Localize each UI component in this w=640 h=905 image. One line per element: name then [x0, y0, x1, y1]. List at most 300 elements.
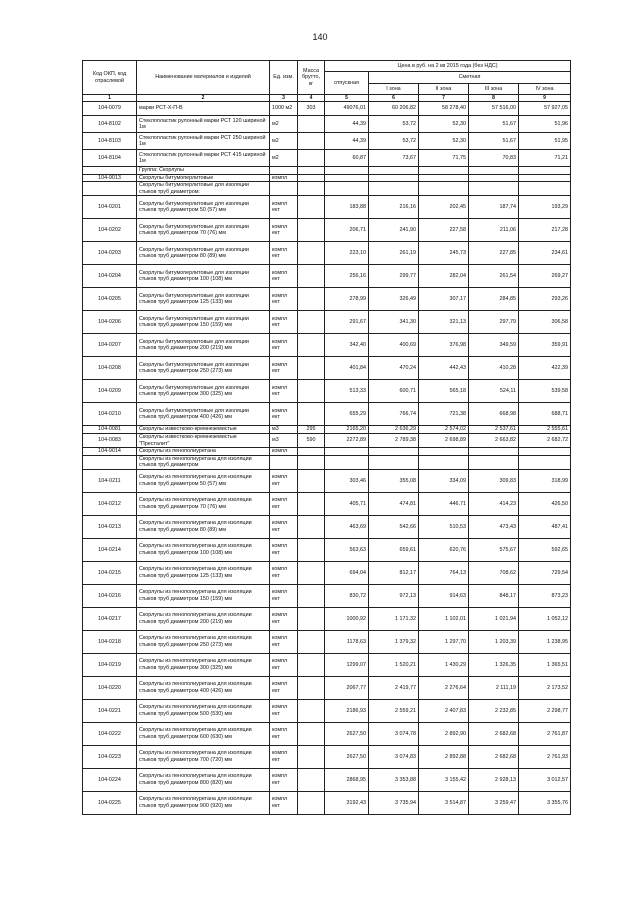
price-zone-1: 542,66 — [369, 516, 419, 539]
item-code: 104-8104 — [83, 150, 137, 167]
item-name: Скорлупы битумоперлитовые для изоляции стыков труб диаметром 70 (76) мм — [137, 219, 270, 242]
item-code: 104-0083 — [83, 434, 137, 448]
item-unit: компл ект — [270, 700, 298, 723]
price-zone-1: 2 636,29 — [369, 426, 419, 434]
price-zone-3: 57 516,00 — [469, 102, 519, 116]
table-row — [83, 426, 571, 434]
item-mass — [298, 150, 325, 167]
item-code: 104-0213 — [83, 516, 137, 539]
col-index: 3 — [270, 95, 298, 102]
item-unit: компл ект — [270, 470, 298, 493]
price-zone-3 — [469, 455, 519, 469]
price-zone-3: 2 682,68 — [469, 746, 519, 769]
price-zone-2: 2 574,02 — [419, 426, 469, 434]
table-row — [83, 196, 571, 219]
price-zone-2: 3 514,87 — [419, 792, 469, 815]
price-zone-1: 812,17 — [369, 562, 419, 585]
price-release: 303,46 — [325, 470, 369, 493]
col-index: 6 — [369, 95, 419, 102]
price-zone-4: 293,26 — [519, 288, 571, 311]
col-index: 4 — [298, 95, 325, 102]
price-release: 2627,50 — [325, 746, 369, 769]
price-zone-1: 766,74 — [369, 403, 419, 426]
table-row — [83, 311, 571, 334]
col-index: 9 — [519, 95, 571, 102]
item-mass — [298, 654, 325, 677]
item-mass — [298, 311, 325, 334]
price-zone-3: 2 111,19 — [469, 677, 519, 700]
price-zone-4: 2 555,61 — [519, 426, 571, 434]
item-mass — [298, 116, 325, 133]
price-zone-2: 52,30 — [419, 133, 469, 150]
item-name: Скорлупы известково-кремнеземистые "Престалит" — [137, 434, 270, 448]
item-mass — [298, 608, 325, 631]
table-row — [83, 769, 571, 792]
item-name: Скорлупы битумоперлитовые для изоляции стыков труб диаметром 150 (159) мм — [137, 311, 270, 334]
item-code: 104-0201 — [83, 196, 137, 219]
table-row — [83, 357, 571, 380]
price-zone-2: 620,76 — [419, 539, 469, 562]
item-code — [83, 167, 137, 175]
price-zone-1: 216,16 — [369, 196, 419, 219]
price-zone-2: 307,17 — [419, 288, 469, 311]
item-mass — [298, 167, 325, 175]
item-name: Скорлупы битумоперлитовые для изоляции стыков труб диаметром 100 (108) мм — [137, 265, 270, 288]
item-unit: компл ект — [270, 654, 298, 677]
price-release — [325, 455, 369, 469]
price-release: 223,10 — [325, 242, 369, 265]
price-zone-3: 524,11 — [469, 380, 519, 403]
price-zone-2: 510,53 — [419, 516, 469, 539]
price-zone-2: 202,45 — [419, 196, 469, 219]
price-release: 2067,77 — [325, 677, 369, 700]
item-name: Скорлупы из пенополиуретана для изоляции стыков труб диаметром 150 (159) мм — [137, 585, 270, 608]
item-mass — [298, 265, 325, 288]
price-zone-1 — [369, 182, 419, 196]
price-zone-3 — [469, 182, 519, 196]
price-release: 2868,95 — [325, 769, 369, 792]
table-row — [83, 288, 571, 311]
col-index: 5 — [325, 95, 369, 102]
price-zone-2: 376,98 — [419, 334, 469, 357]
page-number: 140 — [312, 32, 328, 42]
price-zone-2 — [419, 455, 469, 469]
price-zone-4: 306,58 — [519, 311, 571, 334]
price-zone-1: 341,30 — [369, 311, 419, 334]
price-release: 44,39 — [325, 133, 369, 150]
table-row — [83, 493, 571, 516]
item-unit: компл ект — [270, 562, 298, 585]
price-zone-3: 410,28 — [469, 357, 519, 380]
item-code: 104-0221 — [83, 700, 137, 723]
item-code: 104-0217 — [83, 608, 137, 631]
item-code: 104-0220 — [83, 677, 137, 700]
price-zone-4: 51,96 — [519, 116, 571, 133]
price-zone-4: 3 012,57 — [519, 769, 571, 792]
header-release: отпускная — [325, 72, 369, 95]
item-unit: компл ект — [270, 539, 298, 562]
price-zone-4: 2 761,93 — [519, 746, 571, 769]
price-zone-1: 299,77 — [369, 265, 419, 288]
item-code: 104-0224 — [83, 769, 137, 792]
price-release: 206,71 — [325, 219, 369, 242]
item-code: 104-0211 — [83, 470, 137, 493]
price-release: 830,72 — [325, 585, 369, 608]
item-code: 104-0203 — [83, 242, 137, 265]
price-zone-3: 227,85 — [469, 242, 519, 265]
price-release: 60,87 — [325, 150, 369, 167]
price-zone-1: 474,81 — [369, 493, 419, 516]
item-mass — [298, 182, 325, 196]
item-mass — [298, 769, 325, 792]
price-zone-2: 2 698,89 — [419, 434, 469, 448]
item-mass — [298, 448, 325, 456]
price-zone-2: 58 278,40 — [419, 102, 469, 116]
header-prices: Цена в руб. на 2 кв 2015 года (без НДС) — [325, 61, 571, 72]
item-code — [83, 455, 137, 469]
header-estimate: Сметная — [369, 72, 571, 84]
item-name: Скорлупы битумоперлитовые для изоляции стыков труб диаметром 400 (426) мм — [137, 403, 270, 426]
item-mass — [298, 493, 325, 516]
price-zone-3: 708,62 — [469, 562, 519, 585]
table-row — [83, 631, 571, 654]
price-zone-2: 2 276,64 — [419, 677, 469, 700]
price-release: 49076,01 — [325, 102, 369, 116]
price-zone-4 — [519, 182, 571, 196]
item-name: Скорлупы из пенополиуретана для изоляции стыков труб диаметром 100 (108) мм — [137, 539, 270, 562]
item-code: 104-9013 — [83, 174, 137, 182]
price-zone-1: 326,49 — [369, 288, 419, 311]
price-zone-2: 245,73 — [419, 242, 469, 265]
header-unit: Ед. изм. — [270, 61, 298, 95]
price-zone-2: 914,63 — [419, 585, 469, 608]
item-unit: компл ект — [270, 723, 298, 746]
item-name: Скорлупы битумоперлитовые — [137, 174, 270, 182]
column-index-row — [83, 95, 571, 102]
price-zone-4 — [519, 167, 571, 175]
price-zone-2 — [419, 167, 469, 175]
item-code: 104-0219 — [83, 654, 137, 677]
price-zone-3: 211,06 — [469, 219, 519, 242]
price-zone-4: 487,41 — [519, 516, 571, 539]
col-index: 1 — [83, 95, 137, 102]
table-row — [83, 539, 571, 562]
price-zone-4: 1 238,95 — [519, 631, 571, 654]
item-code: 104-8103 — [83, 133, 137, 150]
table-row — [83, 516, 571, 539]
table-row — [83, 448, 571, 456]
item-name: Скорлупы битумоперлитовые для изоляции стыков труб диаметром 300 (325) мм — [137, 380, 270, 403]
price-zone-4: 592,65 — [519, 539, 571, 562]
item-name: Скорлупы из пенополиуретана для изоляции стыков труб диаметром 900 (920) мм — [137, 792, 270, 815]
item-code: 104-0225 — [83, 792, 137, 815]
price-zone-4: 51,95 — [519, 133, 571, 150]
table-row — [83, 116, 571, 133]
header-zone-2: II зона — [419, 84, 469, 95]
table-row — [83, 792, 571, 815]
price-zone-3: 51,67 — [469, 133, 519, 150]
price-zone-3: 284,85 — [469, 288, 519, 311]
price-release — [325, 448, 369, 456]
item-mass — [298, 288, 325, 311]
table-row — [83, 334, 571, 357]
price-zone-3: 187,74 — [469, 196, 519, 219]
item-name: Скорлупы из пенополиуретана для изоляции стыков труб диаметром 50 (57) мм — [137, 470, 270, 493]
item-code: 104-0214 — [83, 539, 137, 562]
item-name: Скорлупы битумоперлитовые для изоляции стыков труб диаметром 200 (219) мм — [137, 334, 270, 357]
item-unit: компл ект — [270, 631, 298, 654]
item-unit: компл ект — [270, 516, 298, 539]
price-table — [82, 60, 571, 815]
price-release: 291,67 — [325, 311, 369, 334]
price-zone-3: 2 537,61 — [469, 426, 519, 434]
price-zone-4: 193,29 — [519, 196, 571, 219]
item-code: 104-0223 — [83, 746, 137, 769]
item-unit: компл ект — [270, 677, 298, 700]
item-mass — [298, 792, 325, 815]
item-name: Скорлупы битумоперлитовые для изоляции стыков труб диаметром: — [137, 182, 270, 196]
price-zone-1: 53,72 — [369, 116, 419, 133]
price-release — [325, 182, 369, 196]
table-row — [83, 182, 571, 196]
item-code: 104-0210 — [83, 403, 137, 426]
item-code: 104-0209 — [83, 380, 137, 403]
price-zone-2: 2 892,88 — [419, 746, 469, 769]
table-body — [83, 102, 571, 815]
price-zone-4: 426,50 — [519, 493, 571, 516]
price-zone-1: 2 789,38 — [369, 434, 419, 448]
item-unit: компл — [270, 448, 298, 456]
item-code: 104-0205 — [83, 288, 137, 311]
item-code: 104-0207 — [83, 334, 137, 357]
item-unit: м3 — [270, 426, 298, 434]
price-zone-1 — [369, 174, 419, 182]
item-mass — [298, 539, 325, 562]
price-release: 405,71 — [325, 493, 369, 516]
table-row — [83, 219, 571, 242]
price-zone-3: 2 928,13 — [469, 769, 519, 792]
price-zone-1: 355,08 — [369, 470, 419, 493]
price-zone-2: 442,43 — [419, 357, 469, 380]
header-zone-4: IV зона — [519, 84, 571, 95]
price-release: 2165,20 — [325, 426, 369, 434]
item-name: Скорлупы из пенополиуретана для изоляции стыков труб диаметром 70 (76) мм — [137, 493, 270, 516]
price-release: 2272,89 — [325, 434, 369, 448]
item-name: Скорлупы из пенополиуретана для изоляции стыков труб диаметром 400 (426) мм — [137, 677, 270, 700]
item-mass — [298, 133, 325, 150]
price-release: 401,84 — [325, 357, 369, 380]
group-row — [83, 167, 571, 175]
price-zone-1: 53,72 — [369, 133, 419, 150]
price-release: 183,88 — [325, 196, 369, 219]
price-zone-2: 2 407,83 — [419, 700, 469, 723]
item-unit: компл ект — [270, 219, 298, 242]
item-unit — [270, 167, 298, 175]
price-zone-1: 241,90 — [369, 219, 419, 242]
table-row — [83, 723, 571, 746]
price-zone-4: 2 173,52 — [519, 677, 571, 700]
item-name: Скорлупы битумоперлитовые для изоляции стыков труб диаметром 125 (133) мм — [137, 288, 270, 311]
col-index: 7 — [419, 95, 469, 102]
price-zone-1 — [369, 455, 419, 469]
item-code: 104-9014 — [83, 448, 137, 456]
price-zone-2 — [419, 174, 469, 182]
price-zone-2 — [419, 448, 469, 456]
price-zone-3: 1 203,39 — [469, 631, 519, 654]
price-zone-3: 349,59 — [469, 334, 519, 357]
price-zone-4: 217,28 — [519, 219, 571, 242]
price-release: 563,63 — [325, 539, 369, 562]
price-zone-4: 2 682,72 — [519, 434, 571, 448]
price-zone-3: 1 326,35 — [469, 654, 519, 677]
item-unit: компл ект — [270, 493, 298, 516]
price-zone-4: 359,91 — [519, 334, 571, 357]
item-name: Скорлупы из пенополиуретана для изоляции стыков труб диаметром 700 (720) мм — [137, 746, 270, 769]
header-name: Наименование материалов и изделий — [137, 61, 270, 95]
price-zone-1: 261,19 — [369, 242, 419, 265]
item-unit — [270, 455, 298, 469]
price-zone-3: 70,83 — [469, 150, 519, 167]
price-release: 1000,92 — [325, 608, 369, 631]
price-zone-1: 2 559,21 — [369, 700, 419, 723]
table-row — [83, 608, 571, 631]
table-row — [83, 746, 571, 769]
item-mass — [298, 723, 325, 746]
table-row — [83, 455, 571, 469]
item-unit: компл ект — [270, 403, 298, 426]
item-unit: м3 — [270, 434, 298, 448]
price-zone-3: 261,54 — [469, 265, 519, 288]
price-zone-2: 721,38 — [419, 403, 469, 426]
item-name: Скорлупы из пенополиуретана для изоляции стыков труб диаметром 250 (273) мм — [137, 631, 270, 654]
item-code: 104-0212 — [83, 493, 137, 516]
item-name: Скорлупы из пенополиуретана для изоляции стыков труб диаметром 125 (133) мм — [137, 562, 270, 585]
item-mass — [298, 700, 325, 723]
item-unit: компл — [270, 174, 298, 182]
item-name: Стеклопластик рулонный марки РСТ 415 шириной 1м — [137, 150, 270, 167]
item-unit: м2 — [270, 133, 298, 150]
item-unit: компл ект — [270, 357, 298, 380]
price-zone-4: 1 365,51 — [519, 654, 571, 677]
price-zone-2: 3 155,42 — [419, 769, 469, 792]
price-release — [325, 174, 369, 182]
item-mass — [298, 334, 325, 357]
item-unit: м2 — [270, 150, 298, 167]
price-zone-1: 3 735,94 — [369, 792, 419, 815]
item-unit: компл ект — [270, 585, 298, 608]
price-zone-1: 972,13 — [369, 585, 419, 608]
price-zone-2: 282,04 — [419, 265, 469, 288]
col-index: 2 — [137, 95, 270, 102]
price-zone-2: 71,75 — [419, 150, 469, 167]
price-zone-4 — [519, 455, 571, 469]
table-row — [83, 677, 571, 700]
price-zone-4: 269,27 — [519, 265, 571, 288]
price-zone-1: 470,24 — [369, 357, 419, 380]
item-name: Скорлупы известково-кремнеземистые — [137, 426, 270, 434]
price-zone-4: 3 355,76 — [519, 792, 571, 815]
price-zone-3 — [469, 174, 519, 182]
item-mass — [298, 357, 325, 380]
price-zone-3 — [469, 167, 519, 175]
price-release: 256,16 — [325, 265, 369, 288]
item-mass — [298, 516, 325, 539]
item-mass — [298, 219, 325, 242]
item-name: Скорлупы из пенополиуретана для изоляции стыков труб диаметром 80 (89) мм — [137, 516, 270, 539]
price-zone-3: 1 021,94 — [469, 608, 519, 631]
item-mass — [298, 380, 325, 403]
price-zone-2: 764,13 — [419, 562, 469, 585]
item-mass: 590 — [298, 434, 325, 448]
item-unit: компл ект — [270, 334, 298, 357]
item-unit: 1000 м2 — [270, 102, 298, 116]
item-unit: компл ект — [270, 608, 298, 631]
table-row — [83, 265, 571, 288]
item-name: Скорлупы битумоперлитовые для изоляции стыков труб диаметром 250 (273) мм — [137, 357, 270, 380]
price-zone-3: 2 682,68 — [469, 723, 519, 746]
table-header — [83, 61, 571, 102]
item-mass — [298, 562, 325, 585]
table-row — [83, 700, 571, 723]
table-row — [83, 470, 571, 493]
item-code: 104-0204 — [83, 265, 137, 288]
price-release: 342,40 — [325, 334, 369, 357]
item-code: 104-0222 — [83, 723, 137, 746]
item-mass: 303 — [298, 102, 325, 116]
item-mass — [298, 585, 325, 608]
item-name: марки РСТ-Х-П-В — [137, 102, 270, 116]
item-mass — [298, 746, 325, 769]
price-zone-4: 1 052,12 — [519, 608, 571, 631]
table-row — [83, 242, 571, 265]
table-row — [83, 403, 571, 426]
price-zone-2: 1 297,70 — [419, 631, 469, 654]
price-zone-3: 668,98 — [469, 403, 519, 426]
price-zone-3 — [469, 448, 519, 456]
price-zone-3: 51,67 — [469, 116, 519, 133]
price-zone-4: 688,71 — [519, 403, 571, 426]
item-code: 104-0215 — [83, 562, 137, 585]
price-zone-3: 473,43 — [469, 516, 519, 539]
price-release: 655,29 — [325, 403, 369, 426]
item-name: Скорлупы из пенополиуретана — [137, 448, 270, 456]
price-zone-4: 71,21 — [519, 150, 571, 167]
price-zone-4 — [519, 174, 571, 182]
price-zone-4: 57 927,05 — [519, 102, 571, 116]
item-unit: компл ект — [270, 196, 298, 219]
price-zone-1: 2 419,77 — [369, 677, 419, 700]
item-code: 104-0216 — [83, 585, 137, 608]
price-zone-3: 2 232,85 — [469, 700, 519, 723]
price-zone-1: 600,71 — [369, 380, 419, 403]
item-mass — [298, 631, 325, 654]
price-release: 3192,43 — [325, 792, 369, 815]
header-zone-1: I зона — [369, 84, 419, 95]
price-zone-2: 2 892,90 — [419, 723, 469, 746]
item-unit: компл ект — [270, 380, 298, 403]
table-row — [83, 133, 571, 150]
item-unit: компл ект — [270, 769, 298, 792]
price-release: 463,69 — [325, 516, 369, 539]
table-row — [83, 585, 571, 608]
item-mass — [298, 677, 325, 700]
price-zone-1: 1 171,32 — [369, 608, 419, 631]
item-name: Скорлупы из пенополиуретана для изоляции стыков труб диаметром 300 (325) мм — [137, 654, 270, 677]
price-zone-3: 309,83 — [469, 470, 519, 493]
item-mass — [298, 470, 325, 493]
item-mass — [298, 196, 325, 219]
item-code — [83, 182, 137, 196]
